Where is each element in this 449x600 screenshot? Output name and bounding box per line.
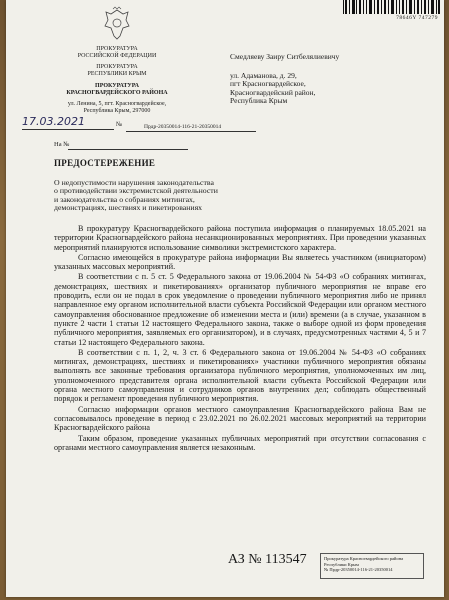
form-series-number: АЗ № 113547 <box>228 552 307 567</box>
org-header-federal: ПРОКУРАТУРА РОССИЙСКОЙ ФЕДЕРАЦИИ <box>77 46 157 59</box>
org-header-republic: ПРОКУРАТУРА РЕСПУБЛИКИ КРЫМ <box>87 64 147 77</box>
body-paragraph: В соответствии с п. 1, 2, ч. 3 ст. 6 Федерального закона от 19.06.2004 № 54-ФЗ «О собраниях митингах, демонстрациях, шествиях и пикетированиях» участники публичного мероприятия обязаны выполнять все законные требования организатора публичного мероприятия, уполномоченных им лиц, уполномоченного представителя органа исполнительной власти субъекта Российской Федерации или органа местного самоуправления и сотрудников органов внутренних дел; соблюдать общественный порядок и регламент проведения публичного мероприятия. <box>54 347 426 404</box>
barcode <box>341 0 441 14</box>
document-title: ПРЕДОСТЕРЕЖЕНИЕ <box>54 158 156 168</box>
body-paragraph: В прокуратуру Красногвардейского района поступила информация о планируемых 18.05.2021 на территории Красногвардейского района несанкционированных мероприятиях. При проведении указанных мероприятий планируются использование символики экстремистского характера. <box>54 224 426 252</box>
body-paragraph: В соответствии с п. 5 ст. 5 Федерального закона от 19.06.2004 № 54-ФЗ «О собраниях митингах, демонстрациях, шествиях и пикетированиях» организатор публичного мероприятия не вправе его проводить, если он не подал в срок уведомление о проведении публичного мероприятия либо не принял направленное ему органом исполнительной власти субъекта Российской Федерации или органом местного самоуправления обоснованное предложение об изменении места и (или) времени (а в случае, указанном в пункте 2 части 1 статьи 12 настоящего Федерального закона, также о выборе одной из форм проведения публичного мероприятия, заявляемых его организатором), и в случаях, предусмотренных частями 4, 5 и 7 статьи 12 настоящего Федерального закона. <box>54 272 426 347</box>
org-address: ул. Ленина, 5, пгт. Красногвардейское, Республика Крым, 297000 <box>67 101 167 114</box>
document-body <box>54 224 426 453</box>
coat-of-arms-emblem <box>102 6 132 42</box>
handwritten-date: 17.03.2021 <box>22 115 85 128</box>
body-paragraph: Таким образом, проведение указанных публичных мероприятий при отсутствии согласования с органами местного самоуправления является незаконным. <box>54 433 426 452</box>
body-paragraph: Согласно имеющейся в прокуратуре района информации Вы являетесь участником (инициатором) указанных массовых мероприятий. <box>54 252 426 272</box>
registration-stamp: Прокуратура Красногвардейского района Республики Крым № Прдр-20350014-116-21-20350014 <box>320 553 424 579</box>
number-label: № <box>116 121 123 128</box>
document-page <box>6 0 444 597</box>
barcode-number: 78646Y 747279 <box>396 15 438 21</box>
org-header-district: ПРОКУРАТУРА КРАСНОГВАРДЕЙСКОГО РАЙОНА <box>66 83 168 96</box>
document-subject: О недопустимости нарушения законодательства о противодействии экстремистской деятельности и законодательства о собраниях митингах, демонстрациях, шествиях и пикетированиях <box>54 178 218 212</box>
addressee-name: Смедляеву Заиру Ситбелялиевичу <box>230 52 340 61</box>
outgoing-number: Прдр-20350014-116-21-20350014 <box>144 124 222 130</box>
addressee-block: Смедляеву Заиру Ситбелялиевичу ул. Адаманова, д. 29, пгт Красногвардейское, Красногвардейский район, Республика Крым <box>230 53 430 106</box>
body-paragraph: Согласно информации органов местного самоуправления Красногвардейского района Вам не согласовывалось проведение в период с 23.02.2021 по 26.02.2021 массовых мероприятий на территории Красногвардейского района <box>54 404 426 433</box>
reference-number-label: На № <box>54 141 70 148</box>
